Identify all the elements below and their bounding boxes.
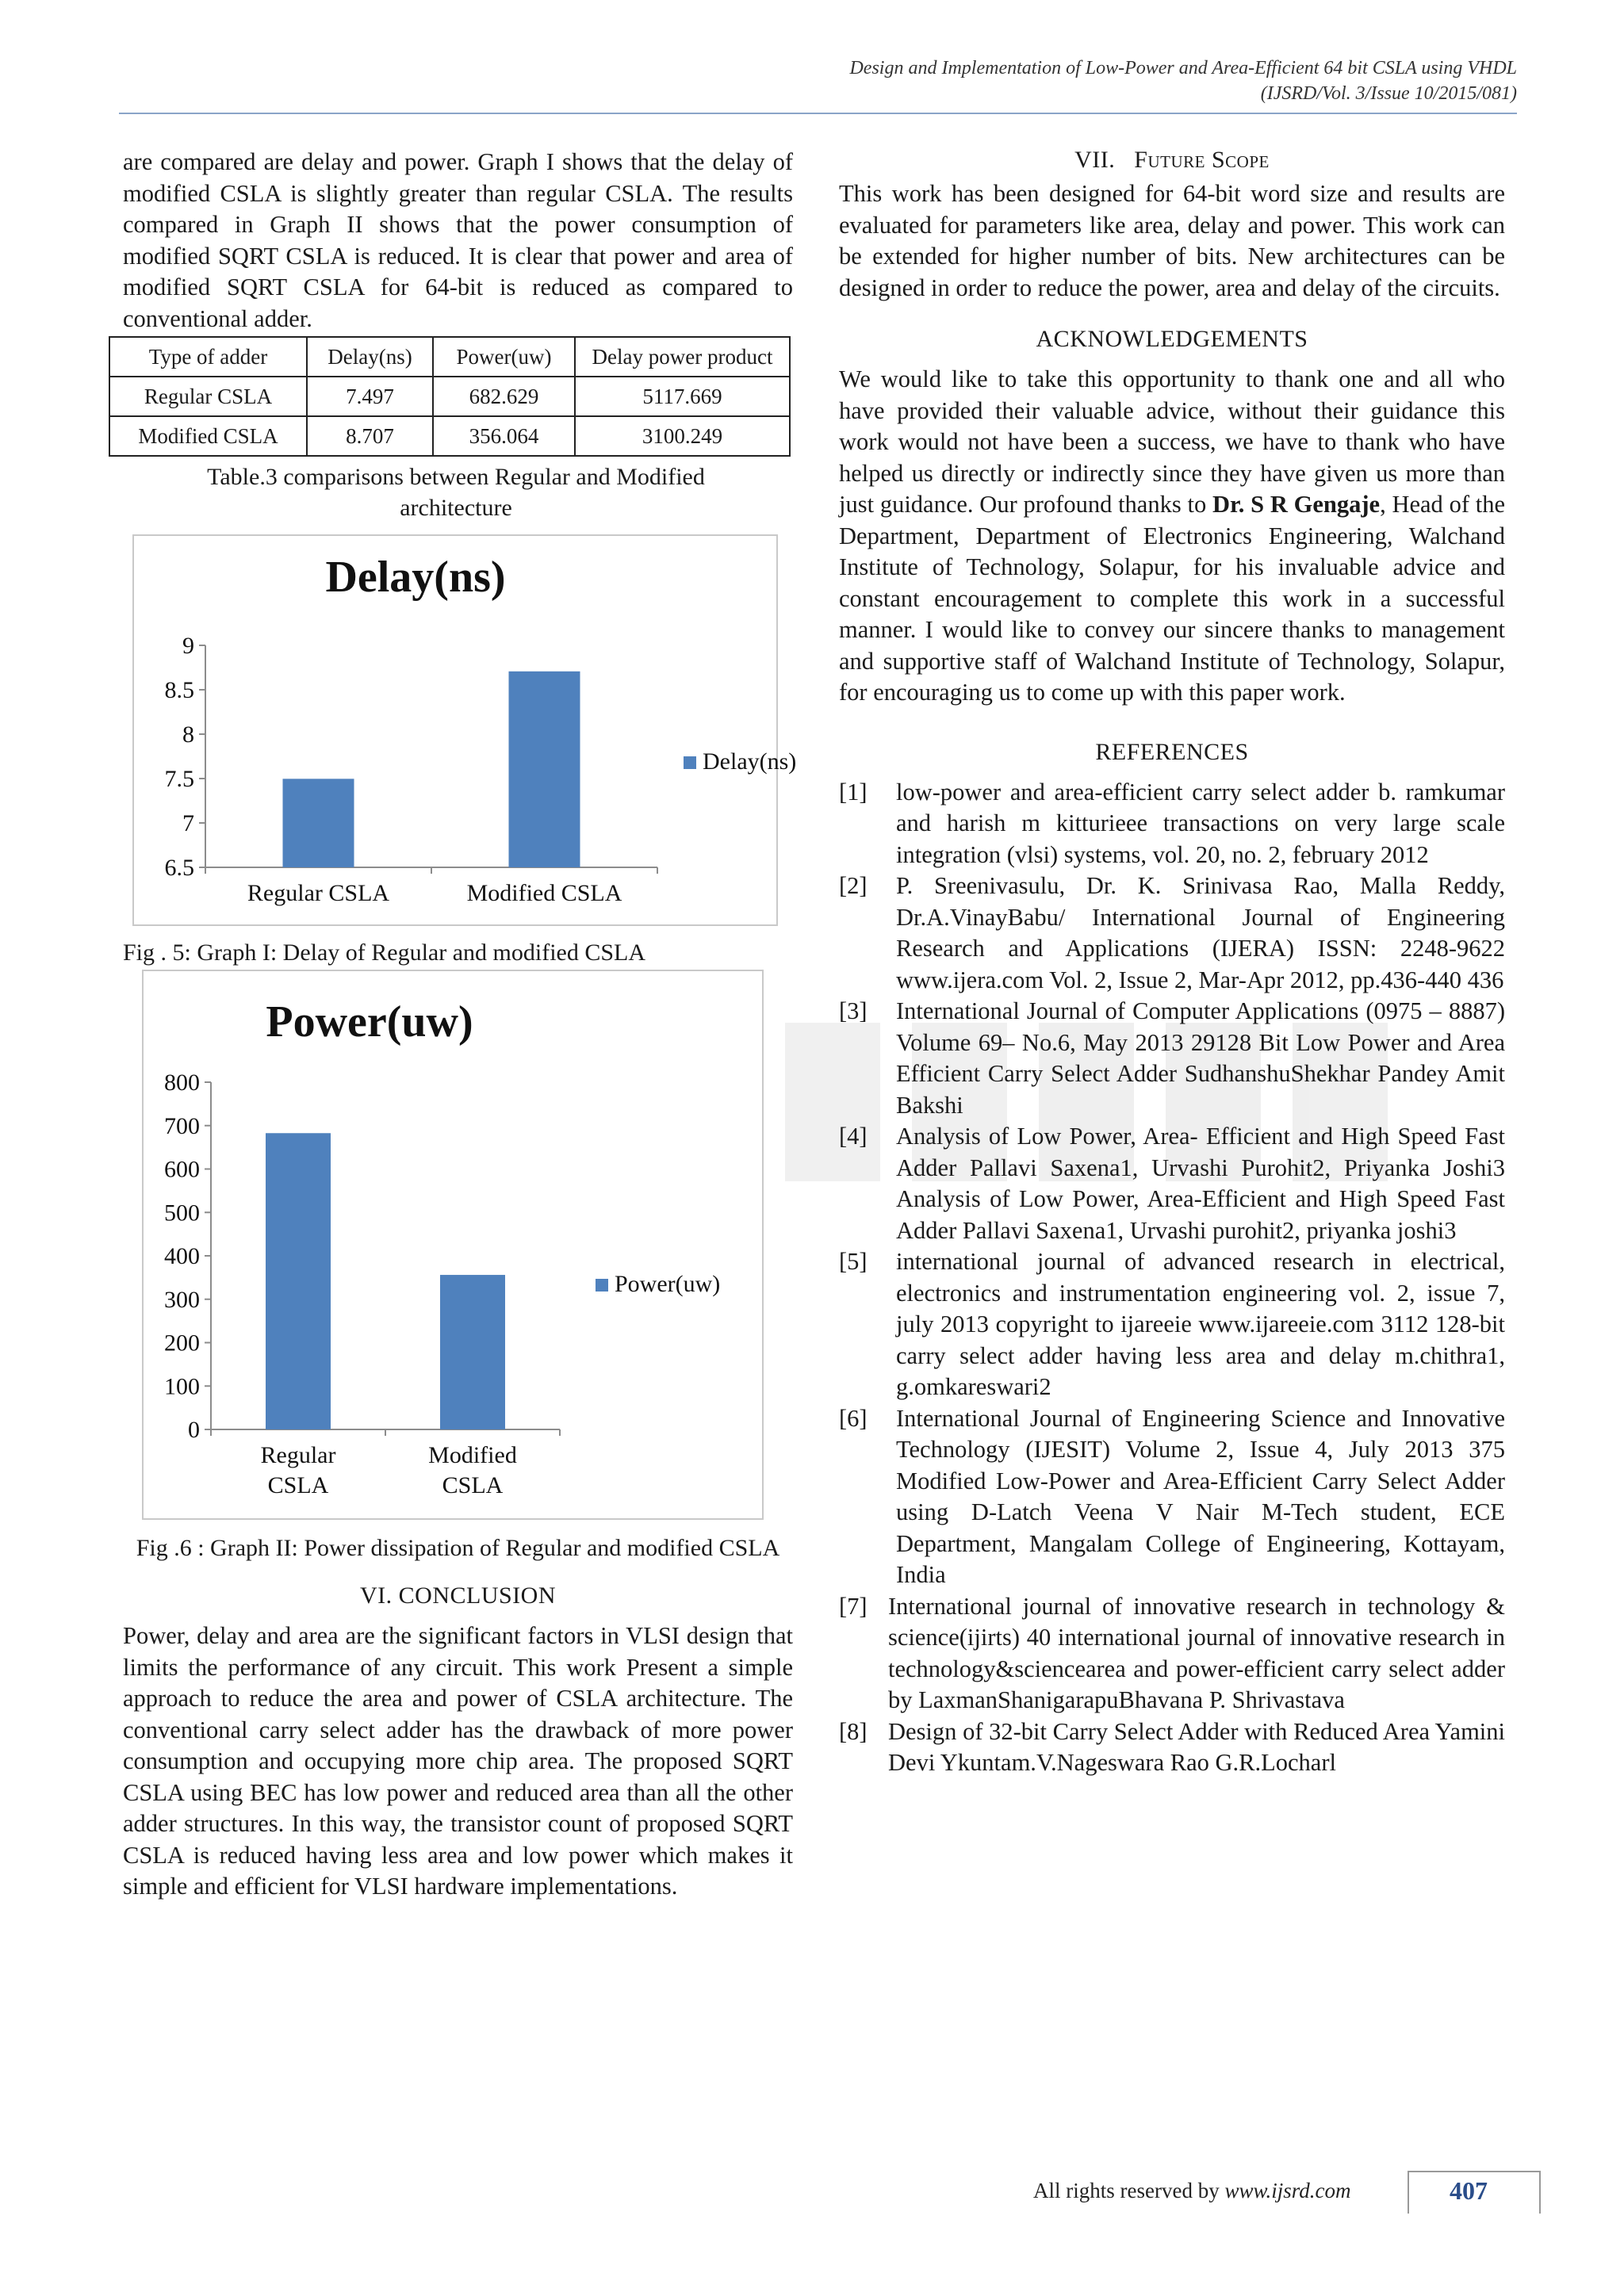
future-scope-title: Future Scope	[1134, 147, 1270, 173]
footer-site-link[interactable]: www.ijsrd.com	[1224, 2179, 1351, 2202]
reference-text: low-power and area-efficient carry select adder b. ramkumar and harish m kitturieee transactions on very large scale integration (vlsi) systems, vol. 20, no. 2, february 2012	[896, 778, 1505, 868]
acknowledgements-paragraph	[839, 364, 1505, 709]
table-cell: 7.497	[307, 377, 433, 416]
reference-number: [5]	[839, 1248, 868, 1275]
chart-title: Delay(ns)	[325, 553, 506, 602]
conclusion-heading: VI. CONCLUSION	[360, 1582, 556, 1609]
references-list	[839, 777, 1505, 1779]
reference-number: [4]	[839, 1123, 868, 1150]
legend-label: Power(uw)	[615, 1271, 721, 1297]
left-column	[123, 147, 797, 1903]
table-header-cell: Delay(ns)	[307, 337, 433, 377]
x-category-label: CSLA	[267, 1472, 329, 1498]
y-tick-label: 7	[182, 810, 194, 836]
x-category-label: Regular CSLA	[247, 880, 390, 906]
y-tick-label: 8.5	[164, 677, 194, 703]
reference-text: Design of 32-bit Carry Select Adder with Reduced Area Yamini Devi Ykuntam.V.Nageswara Rao G.R.Locharl	[888, 1717, 1505, 1776]
footer-rights-text: All rights reserved by	[1033, 2179, 1220, 2202]
bar-regular-csla	[266, 1133, 331, 1429]
conclusion-paragraph: Power, delay and area are the significant factors in VLSI design that limits the performance of any circuit. This work Present a simple approach to reduce the area and power of CSLA architecture. The conventional carry select adder has the drawback of more power consumption and occupying more chip area. The proposed SQRT CSLA using BEC has low power and reduced area than all the other adder structures. In this way, the transistor count of proposed SQRT CSLA is reduced having less area and low power which makes it simple and efficient for VLSI hardware implementations.	[123, 1622, 793, 1900]
reference-text: P. Sreenivasulu, Dr. K. Srinivasa Rao, Malla Reddy, Dr.A.VinayBabu/ International Journal of Engineering Research and Applications (IJERA) ISSN: 2248-9622 www.ijera.com Vol. 2, Issue 2, Mar-Apr 2012, pp.436-440 436	[896, 872, 1505, 993]
table-row	[109, 377, 790, 416]
reference-text: international journal of advanced research in electrical, electronics and instrumentation engineering vol. 2, issue 7, july 2013 copyright to ijareeie www.ijareeie.com 3112 128-bit carry select adder having less area and delay m.chithra1, g.omkareswari2	[896, 1248, 1505, 1400]
right-column	[839, 147, 1505, 1779]
chart-title: Power(uw)	[266, 997, 473, 1047]
ack-text-after: , Head of the Department, Department of Electronics Engineering, Walchand Institute of Technology, Solapur, for his invaluable advice and constant encouragement to complete this work in a successful manner. I would like to convey our sincere thanks to management and supportive staff of Walchand Institute of Technology, Solapur, for encouraging us to come up with this paper work.	[839, 491, 1505, 706]
reference-number: [8]	[839, 1717, 868, 1745]
y-tick-label: 800	[164, 1070, 200, 1096]
bar-modified-csla	[440, 1275, 505, 1429]
table-cell: 356.064	[433, 416, 575, 456]
reference-text: Analysis of Low Power, Area- Efficient and High Speed Fast Adder Pallavi Saxena1, Urvashi Purohit2, Priyanka Joshi3 Analysis of Low Power, Area-Efficient and High Speed Fast Adder Pallavi Saxena1, Urvashi purohit2, priyanka joshi3	[896, 1123, 1505, 1244]
figure-6-caption: Fig .6 : Graph II: Power dissipation of Regular and modified CSLA	[136, 1535, 780, 1561]
ack-text-before: We would like to take this opportunity to thank one and all who have provided their valuable advice, without their guidance this work would not have been a success, we have to thank who have helped us directly or indirectly since they have given us more than just guidance. Our profound thanks to	[839, 365, 1505, 518]
reference-number: [3]	[839, 997, 868, 1024]
power-chart-svg	[144, 971, 762, 1518]
reference-number: [1]	[839, 778, 868, 806]
x-category-label: Modified	[428, 1442, 517, 1468]
reference-item	[839, 1121, 1505, 1246]
reference-text: International Journal of Computer Applications (0975 – 8887) Volume 69– No.6, May 2013 29128 Bit Low Power and Area Efficient Carry Select Adder SudhanshuShekhar Pandey Amit Bakshi	[896, 997, 1505, 1119]
y-tick-label: 700	[164, 1112, 200, 1139]
reference-number: [2]	[839, 872, 868, 899]
y-tick-label: 600	[164, 1156, 200, 1183]
bar-regular-csla	[283, 779, 354, 867]
table-cell: 682.629	[433, 377, 575, 416]
running-header-title: Design and Implementation of Low-Power and Area-Efficient 64 bit CSLA using VHDL	[849, 58, 1517, 78]
figure-5-caption: Fig . 5: Graph I: Delay of Regular and modified CSLA	[123, 939, 646, 966]
x-category-label: Regular	[260, 1442, 336, 1468]
comparison-table	[109, 336, 791, 457]
reference-item	[839, 996, 1505, 1121]
table-header-cell: Delay power product	[575, 337, 790, 377]
table-cell: 3100.249	[575, 416, 790, 456]
y-tick-label: 200	[164, 1330, 200, 1357]
header-rule	[119, 113, 1517, 114]
bar-modified-csla	[509, 672, 580, 867]
y-tick-label: 100	[164, 1373, 200, 1400]
table-caption: Table.3 comparisons between Regular and Modified architecture	[207, 464, 705, 521]
reference-item	[839, 777, 1505, 871]
y-tick-label: 400	[164, 1243, 200, 1269]
legend-label: Delay(ns)	[703, 748, 797, 775]
reference-item	[839, 1403, 1505, 1591]
x-category-label: CSLA	[442, 1472, 504, 1498]
footer-rights	[1033, 2179, 1350, 2203]
reference-text: International Journal of Engineering Science and Innovative Technology (IJESIT) Volume 2, Issue 4, July 2013 375 Modified Low-Power and Area-Efficient Carry Select Adder using D-Latch Veena V Nair M-Tech student, ECE Department, Mangalam College of Engineering, Kottayam, India	[896, 1404, 1505, 1588]
running-header	[849, 55, 1517, 106]
future-scope-heading	[839, 147, 1505, 174]
delay-chart	[132, 534, 797, 926]
references-heading: REFERENCES	[1095, 738, 1249, 765]
reference-text: International journal of innovative research in technology & science(ijirts) 40 international journal of innovative research in technology&sciencearea and power-efficient carry select adder by LaxmanShanigarapuBhavana P. Shrivastava	[888, 1592, 1505, 1713]
y-tick-label: 7.5	[164, 766, 194, 792]
y-tick-label: 500	[164, 1200, 200, 1226]
table-header-row	[109, 337, 790, 377]
y-tick-label: 6.5	[164, 855, 194, 881]
future-scope-number: VII.	[1074, 147, 1116, 173]
y-tick-label: 300	[164, 1286, 200, 1313]
acknowledgements-heading: ACKNOWLEDGEMENTS	[1036, 326, 1308, 352]
y-tick-label: 9	[182, 633, 194, 659]
legend-swatch	[684, 756, 696, 769]
future-scope-paragraph: This work has been designed for 64-bit word size and results are evaluated for parameters like area, delay and power. This work can be extended for higher number of bits. New architectures can be designed in order to reduce the power, area and delay of the circuits.	[839, 180, 1505, 301]
x-category-label: Modified CSLA	[466, 880, 622, 906]
table-header-cell: Power(uw)	[433, 337, 575, 377]
reference-item	[839, 871, 1505, 996]
power-chart	[142, 970, 764, 1520]
reference-item	[839, 1246, 1505, 1403]
table-cell: Modified CSLA	[109, 416, 307, 456]
table-cell: Regular CSLA	[109, 377, 307, 416]
reference-number: [7]	[839, 1592, 868, 1620]
y-tick-label: 8	[182, 721, 194, 748]
table-cell: 5117.669	[575, 377, 790, 416]
legend-swatch	[596, 1279, 608, 1292]
reference-item	[839, 1716, 1505, 1779]
reference-item	[839, 1591, 1505, 1716]
table-cell: 8.707	[307, 416, 433, 456]
reference-number: [6]	[839, 1404, 868, 1432]
y-tick-label: 0	[188, 1417, 200, 1443]
results-paragraph: are compared are delay and power. Graph I shows that the delay of modified CSLA is slightly greater than regular CSLA. The results compared in Graph II shows that the power consumption of modified SQRT CSLA is reduced. It is clear that power and area of modified SQRT CSLA for 64-bit is reduced as compared to conventional adder.	[123, 148, 793, 332]
ack-name: Dr. S R Gengaje	[1212, 491, 1381, 518]
page-number: 407	[1450, 2176, 1488, 2205]
running-header-issue: (IJSRD/Vol. 3/Issue 10/2015/081)	[1260, 83, 1517, 104]
table-row	[109, 416, 790, 456]
delay-chart-svg	[134, 536, 797, 924]
table-header-cell: Type of adder	[109, 337, 307, 377]
